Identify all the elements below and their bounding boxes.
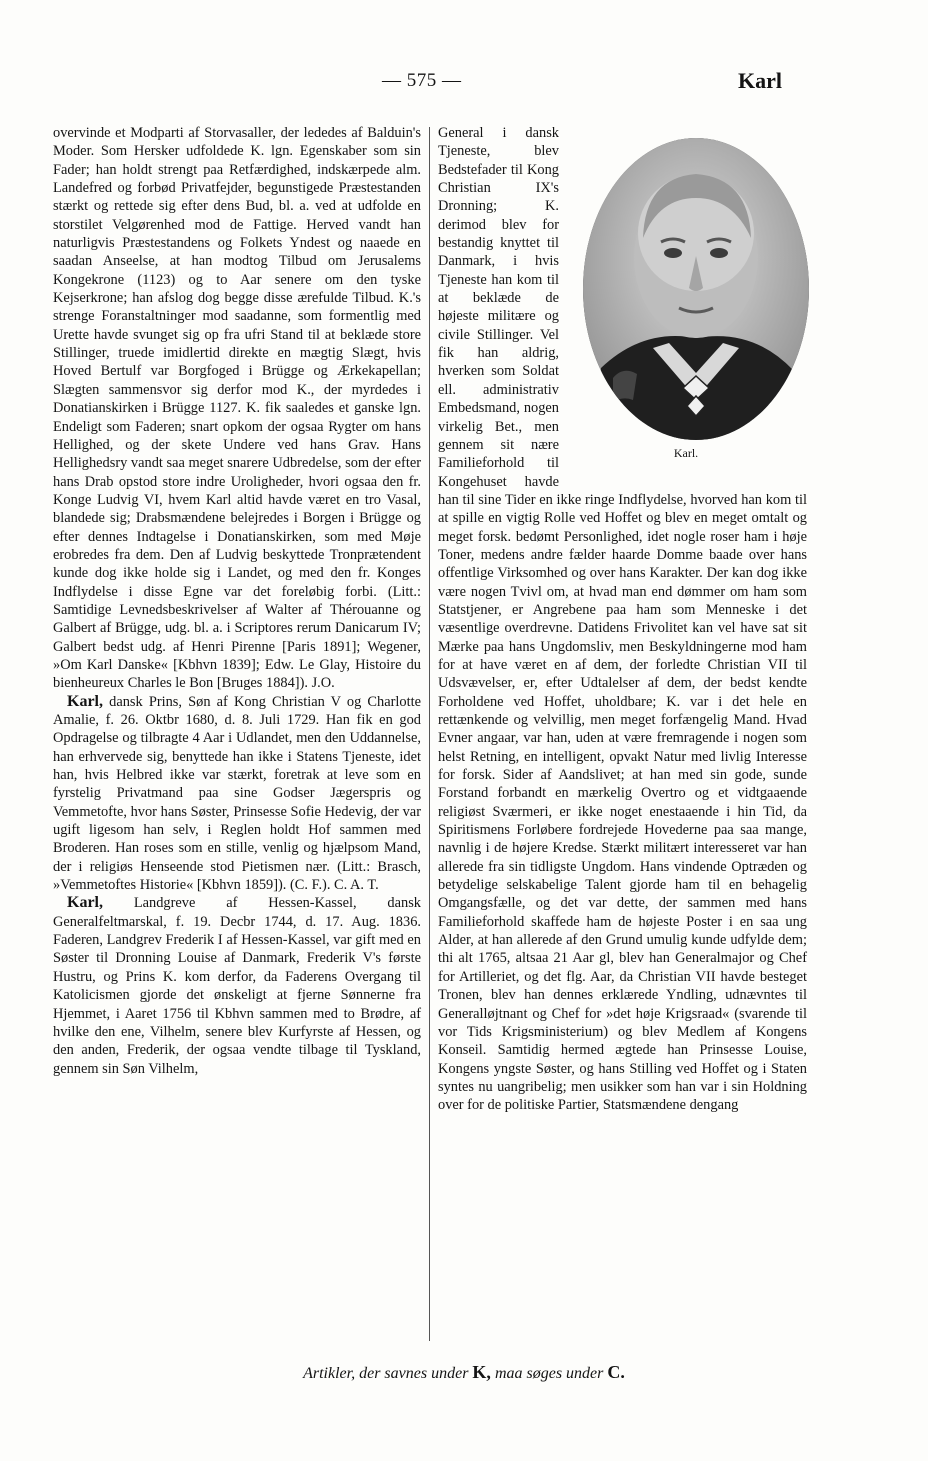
headword: Karl, bbox=[67, 894, 103, 912]
article-body: Landgreve af Hessen-Kassel, dansk Generalfeltmarskal, f. 19. Decbr 1744, d. 17. Aug. 1836. Faderen, Landgrev Frederik I af Hessen-Kassel, var gift med en Søster til Dronning Louise af Danmark, Frederik V's første Hustru, og Prins K. kom derfor, da Faderens Overgang til Katolicismen gjorde det ønskeligt at fjerne Sønnerne fra Hjemmet, i Aaret 1756 til Kbhvn sammen med to Brødre, af hvilke den ene, Vilhelm, senere blev Kurfyrste af Hessen, og den anden, Frederik, der ogsaa vendte tilbage til Tyskland, gennem sin Søn Vilhelm, bbox=[53, 895, 421, 1077]
portrait-figure bbox=[565, 124, 807, 474]
right-column bbox=[438, 124, 807, 1115]
footer-letter-k: K, bbox=[472, 1362, 491, 1382]
footer-text-mid: maa søges under bbox=[490, 1365, 608, 1382]
footer-text: Artikler, der savnes under bbox=[303, 1365, 473, 1382]
article-continuation: overvinde et Modparti af Storvasaller, der lededes af Balduin's Moder. Som Hersker udfoldede K. lgn. Egenskaber som sin Fader; han holdt strengt paa Retfærdighed, indskærpede alm. Landefred og forbød Privatfejder, begunstigede Præstestanden stærkt og rettede sig efter dens Bud, bl. a. ved at udfolde en storstilet Velgørenhed mod de Fattige. Herved vandt han naturligvis Præstestandens og Folkets Yndest og naaede en saadan Anseelse, at han modtog Tilbud om Jerusalems Kongekrone (1123) og to Aar senere om den tyske Kejserkrone; han afslog dog begge disse ærefulde Tilbud. K.'s strenge Foranstaltninger mod saadanne, som formentlig med Urette havde svunget sig op fra ufri Stand til at beklæde store Stillinger, truede imidlertid direkte en mægtig Slægt, hvis Hoved Bertulf var Borgfoged i Brügge og Ærkekapellan; Slægten sammensvor sig derfor mod K., der myrdedes i Donatianskirken i Brügge 1127. K. fik saaledes et ganske lgn. Endeligt som Faderen; snart opkom der ogsaa Rygter om hans Hellighed, og der skete Undere ved hans Grav. Hans Hellighedsry vandt saa meget snarere Udbredelse, som der efter hans Drab opstod store indre Uroligheder, hvori ogsaa den fr. Konge Ludvig VI, hvem Karl altid havde været en tro Vasal, blandede sig; Drabsmændene belejredes i Borgen i Brügge og efter dennes Indtagelse i Donatianskirken, som med Møje erobredes fra dem. Den af Ludvig beskyttede Tronprætendent kunde dog ikke holde sig i Landet, og med den fr. Konges Indflydelse i disse Egne var det foreløbig forbi. (Litt.: Samtidige Levnedsbeskrivelser af Walter af Thérouanne og Galbert af Brügge, udg. bl. a. i Scriptores rerum Danicarum IV; Galbert bedst udg. af Henri Pirenne [Paris 1891]; Wegener, »Om Karl Danske« [Kbhvn 1839]; Edw. Le Glay, Histoire du bienheureux Charles le Bon [Bruges 1884]). J.O. bbox=[53, 125, 422, 692]
portrait-caption: Karl. bbox=[673, 446, 699, 460]
page-number: — 575 — bbox=[382, 70, 462, 91]
column-divider bbox=[429, 127, 430, 1341]
headword: Karl, bbox=[67, 692, 103, 710]
running-head: Karl bbox=[738, 68, 782, 93]
article-karl-landgrave bbox=[53, 894, 421, 1077]
footer-note bbox=[0, 1362, 928, 1383]
article-body: dansk Prins, Søn af Kong Christian V og Charlotte Amalie, f. 26. Oktbr 1680, d. 8. Juli 1729. Han fik en god Opdragelse og tilbragte 4 Aar i Udlandet, men den Uddannelse, han erhvervede sig, benyttede han ikke i Statens Tjeneste, idet han, hvis Helbred ikke var stærkt, foretrak at leve som en fyrstelig Privatmand paa sine Godser Jægerspris og Vemmetofte, hvor hans Søster, Prinsesse Sofie Hedevig, der var ugift ligesom han selv, i Reglen holdt Hof sammen med Broderen. Han roses som en stille, venlig og hjælpsom Mand, der i religiøs Henseende stod Pietismen nær. (Litt.: Brasch, »Vemmetoftes Historie« [Kbhvn 1859]). (C. F.). C. A. T. bbox=[53, 693, 421, 894]
article-karl-landgrave-continued: General i dansk Tjeneste, blev Bedstefader til Kong Christian IX's Dronning; K. derimod blev for bestandig knyttet til Danmark, i hvis Tjeneste han kom til at beklæde de højeste militære og civile Stillinger. Vel fik han aldrig, hverken som Soldat ell. administrativ Embedsmand, nogen virkelig Bet., men gennem sit nære Familieforhold til Kongehuset havde han til sine Tider en ikke ringe Indflydelse, hvorved han kom til at spille en vigtig Rolle ved Hoffet og blev en meget omtalt og meget forsk. bedømt Personlighed, idet nogle roser ham i høje Toner, medens andre fælder haarde Domme baade over hans offentlige Virksomhed og over hans Karakter. Der kan dog ikke være nogen Tvivl om, at hvad man end dømmer om ham som Statstjener, er Angrebene paa ham som Menneske i det væsentlige overdrevne. Datidens Frivolitet kan vel have sat sit Mærke paa hans Ungdomsliv, men Beskyldningerne mod ham for at have været en af dem, der forledte Christian VII til Udsvævelser, er, efter Udtalelser af dem, der bedst kendte Forholdene ved Hoffet, uholdbare; K. var i det hele en rettænkende og velvillig, men meget forfængelig Mand. Hvad Evner angaar, var han, uden at være fremragende i nogen som helst Retning, en intelligent, opvakt Natur med livlig Interesse for forsk. Sider af Aandslivet; at han med sin gode, sunde Forstand forbandt en mærkelig Overtro og et vidtgaaende religiøst Sværmeri, er ikke noget enestaaende i hin Tid, da Spiritismens Forløbere fordrejede Hovederne paa saa mange, navnlig i de højere Kredse. Stærkt militært interesseret var han allerede fra sin tidligste Ungdom. Hans vindende Optræden og betydelige selskabelige Talent gjorde ham til en behagelig Omgangsfælle, og det var dette, der sammen med hans Familieforhold skaffede ham de højeste Poster i en saa ung Alder, at han allerede af den Grund umulig kunde udfylde dem; thi alt 1765, altsaa 21 Aar gl, blev han Generalmajor og Chef for Artilleriet, og det flg. Aar, da Christian VII havde besteget Tronen, blev han dennes erklærede Yndling, udnævntes til Generalløjtnant og Chef for »det høje Krigsraad« (svarende til vor Tids Krigsministerium) og blev Medlem af Kongens Konseil. Samtidig hermed ægtede han Prinsesse Louise, Kongens yngste Søster, og hans Stilling ved Hoffet og i Staten syntes nu uangribelig; men usikker som han var i sin Holdning over for de politiske Partier, Statsmændene dengang bbox=[438, 125, 807, 1114]
left-column bbox=[53, 124, 421, 1078]
footer-letter-c: C. bbox=[607, 1362, 625, 1382]
page-header bbox=[0, 70, 928, 100]
article-karl-prince bbox=[53, 693, 421, 895]
portrait-image bbox=[583, 138, 809, 440]
